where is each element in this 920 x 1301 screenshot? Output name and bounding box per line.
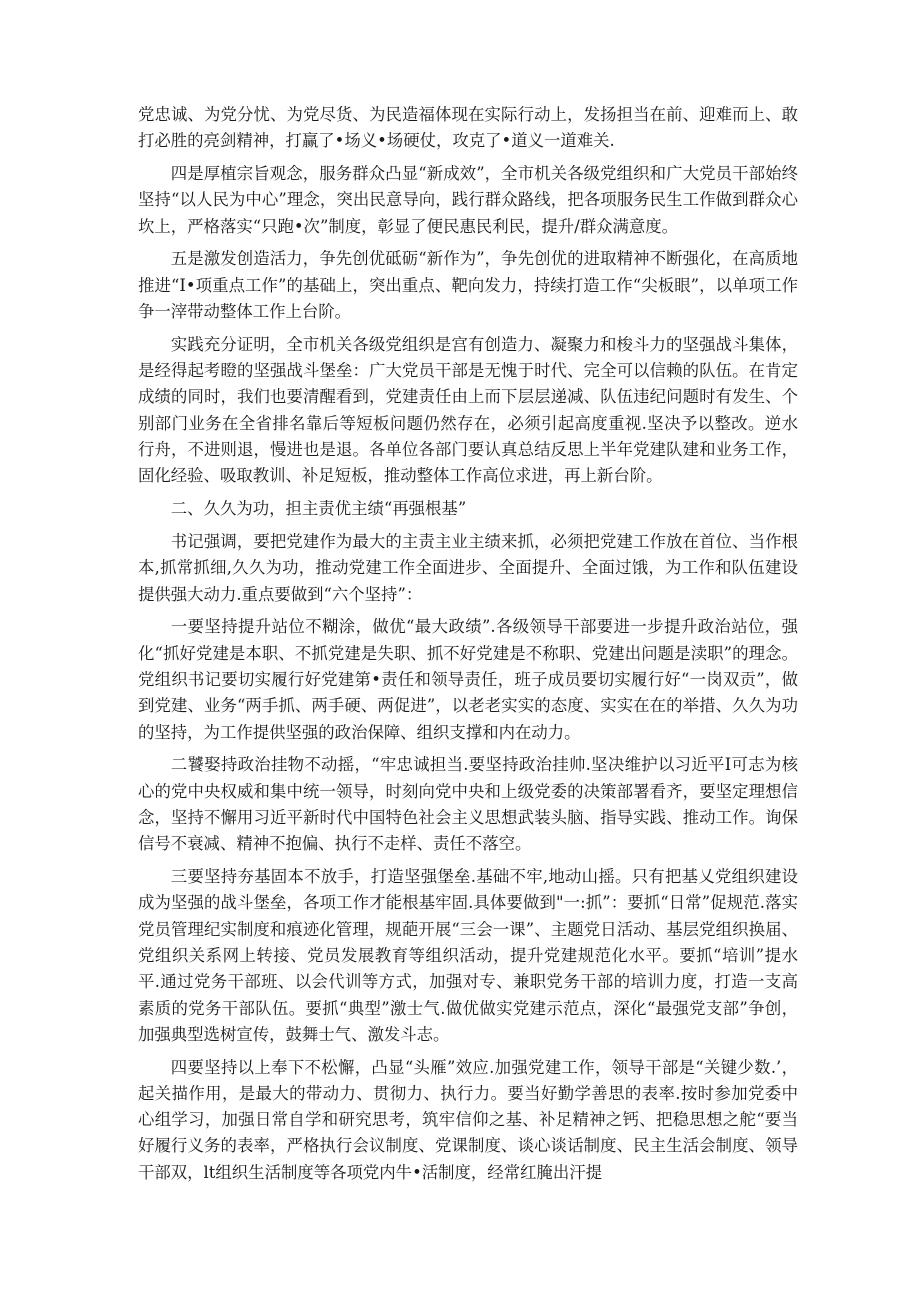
- paragraph-requirement-three: 三要坚持夯基固本不放手，打造坚强堡垒.基础不牢,地动山摇。只有把基乂党组织建设成为坚强的战斗堡垒，各项工作才能根基牢固.具体要做到"一:抓”：要抓“日常”促规范.落实党员管理纪实制度和痕迹化管理，规葩开展“三会一课”、主题党日活动、基层党组织换届、党组织关系网上转接、党员发展教育等组织活动，提升党建规范化水平。要抓“培训”提水平.通过党务干部班、以会代训等方式，加强对专、兼职党务干部的培训力度，打造一支高素质的党务干部队伍。要抓“典型”激士气.做优做实党建示范点，深化“最强党支部”争创，加强典型选树宣传，鼓舞士气、激发斗志。: [138, 867, 798, 1044]
- paragraph-requirement-four: 四要坚持以上奉下不松懈，凸显“头雁”效应.加强党建工作，领导干部是“关键少数.’，起关描作用，是最大的带动力、贯彻力、执行力。要当好勤学善思的表率.按时参加党委中心组学习，加强日常自学和研究思考，筑牢信仰之基、补足精神之钙、把稳思想之舵“要当好履行义务的表率，严格执行会议制度、党课制度、谈心谈话制度、民主生活会制度、领导干部双，lt组织生活制度等各项党内牛•活制度，经常红腌出汗提: [138, 1057, 798, 1182]
- document-page: [138, 102, 798, 1193]
- paragraph-summary: 实践充分证明，全市机关各级党组织是宫有创造力、凝聚力和梭斗力的坚强战斗集体，是经得起考瞪的坚强战斗堡垒：广大党员干部是无愧于时代、完全可以信赖的队伍。在肯定成绩的同时，我们也要清醒看到，党建责任由上而下层层递减、队伍违纪问题时有发生、个别部门业务在全省排名靠后等短板问题仍然存在，必须引起高度重视.坚决予以整改。逆水行舟，不进则退，慢进也是退。各单位各部门要认真总结反思上半年党建队建和业务工作，固化经验、吸取教训、补足短板，推动整体工作高位求进，再上新台阶。: [138, 334, 798, 486]
- paragraph-continuation: 党忠诚、为党分忧、为党尽货、为民造福体现在实际行动上，发扬担当在前、迎难而上、敢打必胜的亮剑精神，打赢了•场义•场硬仗，攻克了•道义一道难关.: [138, 105, 798, 151]
- section-heading-two: 二、久久为功，担主责优主绩“再强根基”: [170, 499, 467, 519]
- paragraph-requirement-two: 二饕娶持政治挂物不动摇，“牢忠诚担当.要坚持政治挂帅.坚决维护以习近平I可志为核心的党中央权威和集中统一领导，时刻向党中央和上级党委的决策部署看齐，要坚定理想信念，坚持不懈用习近平新时代中国特色社会主义思想武装头脑、指导实践、推动工作。询保信号不衰减、精神不抱偏、执行不走样、责任不落空。: [138, 755, 798, 854]
- paragraph-point-five: 五是激发创造活力，争先创优砥砺“新作为”，争先创优的进取精神不断强化，在高质地推进“I•项重点工作”的基础上，突出重点、靶向发力，持续打造工作“尖板眼”，以单项工作争一滓带动整体工作上台阶。: [138, 249, 798, 322]
- paragraph-requirement-one: 一要坚持提升站位不糊涂，做优“最大政绩”.各级领导干部要进一步提升政治站位，强化“抓好党建是本职、不抓党建是失职、抓不好党建是不称职、党建出问题是渎职”的理念。党组织书记要切实履行好党建第•责任和领导责任，班子成员要切实履行好“一岗双贡”，做到党建、业务“两手抓、两手硬、两促进”，以老老实实的态度、实实在在的举措、久久为功的坚持，为工作提供坚强的政治保障、组织支撑和内在动力。: [138, 617, 798, 742]
- paragraph-secretary-emphasis: 书记强调，要把党建作为最大的主责主业主绩来抓，必须把党建工作放在首位、当作根本,抓常抓细,久久为功，推动党建工作全面进步、全面提升、全面过饿，为工作和队伍建设提供强大动力.重点要做到“六个坚持”：: [138, 531, 798, 604]
- paragraph-point-four: 四是厚植宗旨观念，服务群众凸显“新成效”，全市机关各级党组织和广大党员干部始终坚持“以人民为中心”理念，突出民意导向，践行群众路线，把各项服务民生工作做到群众心坎上，严格落实“只跑•次”制度，彰显了便民惠民利民，提升/群众满意度。: [138, 164, 798, 236]
